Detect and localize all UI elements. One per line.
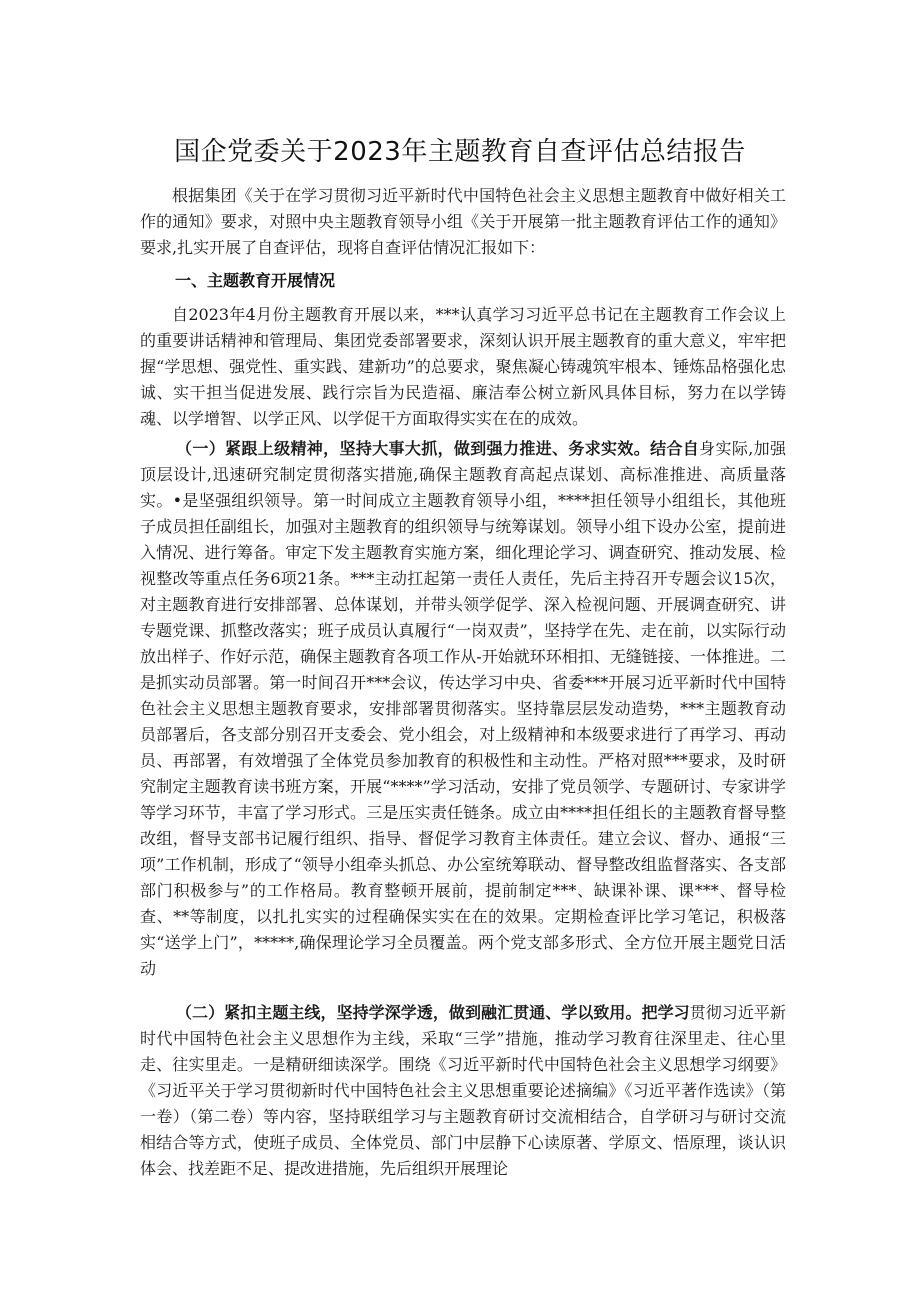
section-heading: 一、主题教育开展情况 (175, 271, 336, 290)
overview-paragraph: 自2023年4月份主题教育开展以来，***认真学习习近平总书记在主题教育工作会议上的重要讲话精神和管理局、集团党委部署要求，深刻认识开展主题教育的重大意义，牢牢把握“学思想、强党性、重实践、建新功”的总要求，聚焦凝心铸魂筑牢根本、锤炼品格强化忠诚、实干担当促进发展、践行宗旨为民造福、廉洁奉公树立新风具体目标，努力在以学铸魂、以学增智、以学正风、以学促干方面取得实实在在的成效。 (140, 305, 786, 428)
part2-paragraph (140, 1000, 786, 1182)
intro-paragraph: 根据集团《关于在学习贯彻习近平新时代中国特色社会主义思想主题教育中做好相关工作的通知》要求，对照中央主题教育领导小组《关于开展第一批主题教育评估工作的通知》要求,扎实开展了自查评估，现将自查评估情况汇报如下： (140, 186, 786, 257)
document-title: 国企党委关于2023年主题教育自查评估总结报告 (174, 137, 746, 167)
part1-body: 身实际,加强顶层设计,迅速研究制定贯彻落实措施,确保主题教育高起点谋划、高标准推进、高质量落实。•是坚强组织领导。第一时间成立主题教育领导小组，****担任领导小组组长，其他班子成员担任副组长，加强对主题教育的组织领导与统筹谋划。领导小组下设办公室，提前进入情况、进行筹备。审定下发主题教育实施方案，细化理论学习、调查研究、推动发展、检视整改等重点任务6项21条。***主动扛起第一责任人责任，先后主持召开专题会议15次，对主题教育进行安排部署、总体谋划，并带头领学促学、深入检视问题、开展调查研究、讲专题党课、抓整改落实；班子成员认真履行“一岗双责”，坚持学在先、走在前，以实际行动放出样子、作好示范，确保主题教育各项工作从-开始就环环相扣、无缝链接、一体推进。二是抓实动员部署。第一时间召开***会议，传达学习中央、省委***开展习近平新时代中国特色社会主义思想主题教育要求，安排部署贯彻落实。坚持靠层层发动造势，***主题教育动员部署后，各支部分别召开支委会、党小组会，对上级精神和本级要求进行了再学习、再动员、再部署，有效增强了全体党员参加教育的积极性和主动性。严格对照***要求，及时研究制定主题教育读书班方案，开展“****”学习活动，安排了党员领学、专题研讨、专家讲学等学习环节，丰富了学习形式。三是压实责任链条。成立由****担任组长的主题教育督导整改组，督导支部书记履行组织、指导、督促学习教育主体责任。建立会议、督办、通报“三项”工作机制，形成了“领导小组牵头抓总、办公室统筹联动、督导整改组监督落实、各支部部门积极参与”的工作格局。教育整顿开展前，提前制定***、缺课补课、课***、督导检查、**等制度，以扎扎实实的过程确保实实在在的效果。定期检查评比学习笔记，积极落实“送学上门”，*****,确保理论学习全员覆盖。两个党支部多形式、全方位开展主题党日活动 (140, 439, 786, 978)
part1-lead: （一）紧跟上级精神，坚持大事大抓，做到强力推进、务求实效。结合自 (176, 439, 700, 458)
part2-body: 贯彻习近平新时代中国特色社会主义思想作为主线，采取“三学”措施，推动学习教育往深里走、往心里走、往实里走。一是精研细读深学。围绕《习近平新时代中国特色社会主义思想学习纲要》《习近平关于学习贯彻新时代中国特色社会主义思想重要论述摘编》《习近平著作选读》（第一卷）（第二卷）等内容，坚持联组学习与主题教育研讨交流相结合，自学研习与研讨交流相结合等方式，使班子成员、全体党员、部门中层静下心读原著、学原文、悟原理，谈认识体会、找差距不足、提改进措施，先后组织开展理论 (140, 1003, 786, 1178)
part1-paragraph (140, 436, 786, 982)
part2-lead: （二）紧扣主题主线，坚持学深学透，做到融汇贯通、学以致用。把学习 (176, 1003, 690, 1022)
